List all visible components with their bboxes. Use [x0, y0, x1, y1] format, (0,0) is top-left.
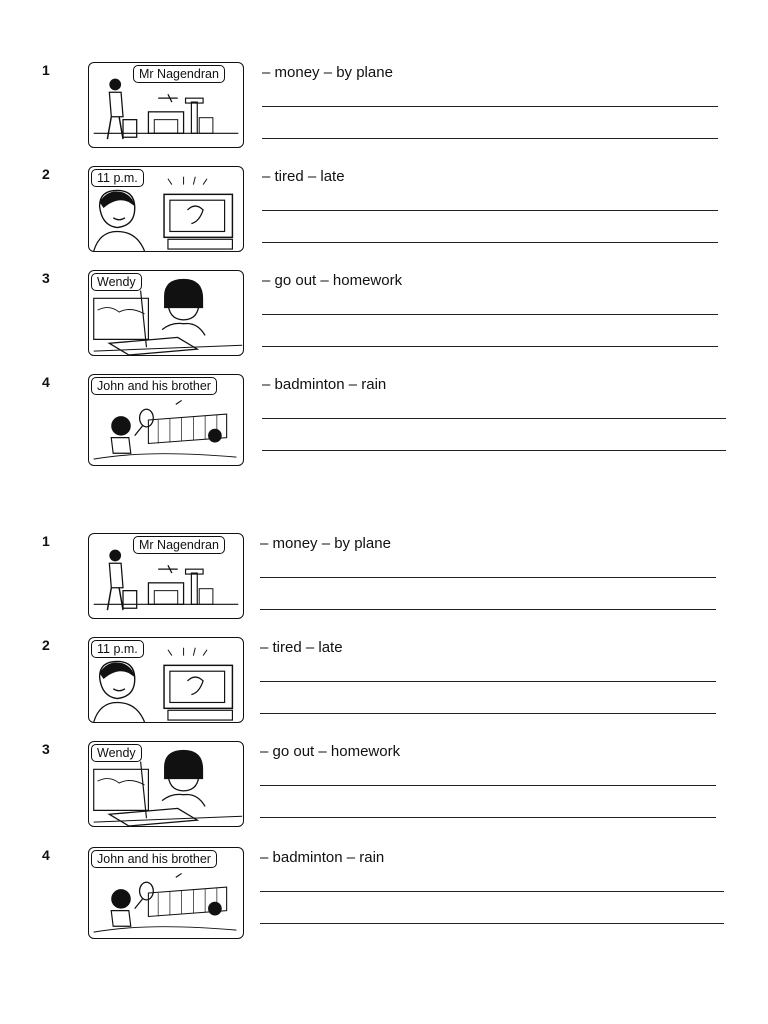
answer-line-1[interactable] [262, 314, 718, 315]
prompt-text: – go out – homework [262, 272, 403, 289]
homework-illustration [88, 741, 244, 827]
exercise-number: 2 [42, 166, 50, 182]
prompt-text: – go out – homework [260, 743, 401, 760]
tv-illustration [88, 637, 244, 723]
prompt-text: – tired – late [262, 168, 345, 185]
badminton-illustration [88, 847, 244, 939]
answer-line-1[interactable] [262, 418, 726, 419]
answer-line-1[interactable] [260, 577, 716, 578]
exercise-4 [0, 847, 768, 942]
tv-illustration [88, 166, 244, 252]
airport-illustration [88, 533, 244, 619]
picture-caption: John and his brother [91, 377, 217, 395]
exercise-2 [0, 166, 768, 261]
badminton-illustration [88, 374, 244, 466]
exercise-number: 3 [42, 741, 50, 757]
prompt-text: – money – by plane [260, 535, 391, 552]
exercise-number: 1 [42, 533, 50, 549]
picture-caption: Mr Nagendran [133, 65, 225, 83]
prompt-text: – badminton – rain [262, 376, 387, 393]
answer-line-2[interactable] [262, 138, 718, 139]
exercise-number: 4 [42, 374, 50, 390]
prompt-text: – money – by plane [262, 64, 393, 81]
exercise-3 [0, 741, 768, 836]
exercise-number: 4 [42, 847, 50, 863]
homework-illustration [88, 270, 244, 356]
picture-caption: 11 p.m. [91, 169, 144, 187]
exercise-1 [0, 533, 768, 628]
prompt-text: – tired – late [260, 639, 343, 656]
answer-line-1[interactable] [262, 210, 718, 211]
picture-caption: 11 p.m. [91, 640, 144, 658]
picture-caption: Wendy [91, 744, 142, 762]
exercise-4 [0, 374, 768, 469]
answer-line-2[interactable] [262, 450, 726, 451]
answer-line-1[interactable] [260, 681, 716, 682]
exercise-number: 3 [42, 270, 50, 286]
answer-line-2[interactable] [260, 609, 716, 610]
airport-illustration [88, 62, 244, 148]
exercise-3 [0, 270, 768, 365]
answer-line-2[interactable] [260, 817, 716, 818]
answer-line-1[interactable] [262, 106, 718, 107]
picture-caption: John and his brother [91, 850, 217, 868]
answer-line-2[interactable] [260, 923, 724, 924]
answer-line-2[interactable] [262, 346, 718, 347]
exercise-2 [0, 637, 768, 732]
prompt-text: – badminton – rain [260, 849, 385, 866]
picture-caption: Mr Nagendran [133, 536, 225, 554]
answer-line-2[interactable] [262, 242, 718, 243]
exercise-number: 1 [42, 62, 50, 78]
answer-line-2[interactable] [260, 713, 716, 714]
exercise-number: 2 [42, 637, 50, 653]
answer-line-1[interactable] [260, 891, 724, 892]
picture-caption: Wendy [91, 273, 142, 291]
exercise-1 [0, 62, 768, 157]
answer-line-1[interactable] [260, 785, 716, 786]
